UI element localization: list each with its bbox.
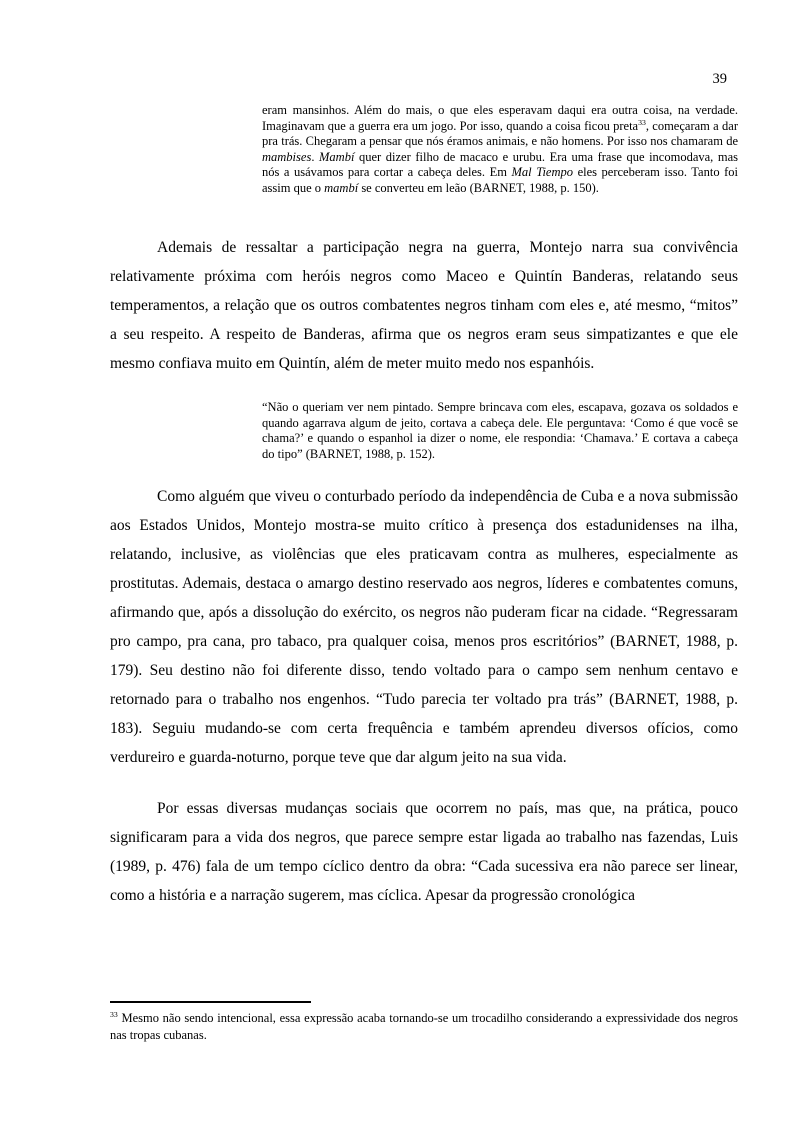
footnote-text: Mesmo não sendo intencional, essa expressão acaba tornando-se um trocadilho considerando a expressividade dos negros nas tropas cubanas. (110, 1011, 738, 1042)
footnote-marker: 33 (110, 1009, 118, 1019)
quote-1-text: se converteu em leão (BARNET, 1988, p. 150). (358, 180, 599, 195)
footnote-area (110, 1001, 738, 1043)
quote-1-italic-mambi: Mambí (319, 149, 355, 164)
footnote-separator (110, 1001, 311, 1003)
quote-1-text: eram mansinhos. Além do mais, o que eles esperavam daqui era outra coisa, na verdade. Imaginavam que a guerra era um jogo. Por isso, quando a coisa ficou preta (262, 103, 738, 133)
block-quote-2: “Não o queriam ver nem pintado. Sempre brincava com eles, escapava, gozava os soldados e quando agarrava algum de jeito, cortava a cabeça dele. Ele perguntava: ‘Como é que você se chama?’ e quando o espanhol ia dizer o nome, ele respondia: ‘Chamava.’ E cortava a cabeça do tipo” (BARNET, 1988, p. 152). (262, 400, 738, 461)
quote-1-italic-mambi: mambí (324, 180, 359, 195)
quote-1-text: , começaram a dar pra trás. Chegaram a pensar que nós éramos animais, e não homens. Por isso nos chamaram de (262, 118, 738, 149)
block-quote-1 (262, 103, 738, 197)
quote-1-italic-mambises: mambises (262, 149, 312, 164)
paragraph-por-essas: Por essas diversas mudanças sociais que ocorrem no país, mas que, na prática, pouco significaram para a vida dos negros, que parece sempre estar ligada ao trabalho nas fazendas, Luis (1989, p. 476) fala de um tempo cíclico dentro da obra: “Cada sucessiva era não parece ser linear, como a história e a narração sugerem, mas cíclica. Apesar da progressão cronológica (110, 800, 738, 904)
quote-1-text: quer dizer filho de macaco e urubu. Era uma frase que incomodava, mas nós a usávamos para cortar a cabeça deles. Em (262, 149, 739, 180)
quote-1-text: . (311, 149, 320, 164)
page-number: 39 (712, 71, 727, 87)
quote-1-italic-mal-tiempo: Mal Tiempo (511, 165, 574, 180)
quote-1-text: eles perceberam isso. Tanto foi assim que o (262, 165, 738, 195)
paragraph-ademais: Ademais de ressaltar a participação negra na guerra, Montejo narra sua convivência relativamente próxima com heróis negros como Maceo e Quintín Banderas, relatando seus temperamentos, a relação que os outros combatentes negros tinham com eles e, até mesmo, “mitos” a seu respeito. A respeito de Banderas, afirma que os negros eram seus simpatizantes e que ele mesmo confiava muito em Quintín, além de meter muito medo nos espanhóis. (110, 239, 738, 372)
footnote-ref-33: 33 (638, 117, 646, 127)
footnote-33 (110, 1010, 738, 1043)
paragraph-como-alguem: Como alguém que viveu o conturbado período da independência de Cuba e a nova submissão aos Estados Unidos, Montejo mostra-se muito crítico à presença dos estadunidenses na ilha, relatando, inclusive, as violências que eles praticavam contra as mulheres, especialmente as prostitutas. Ademais, destaca o amargo destino reservado aos negros, líderes e combatentes comuns, afirmando que, após a dissolução do exército, os negros não puderam ficar na cidade. “Regressaram pro campo, pra cana, pro tabaco, pra qualquer coisa, menos pros escritórios” (BARNET, 1988, p. 179). Seu destino não foi diferente disso, tendo voltado para o campo sem nenhum centavo e retornado para o trabalho nos engenhos. “Tudo parecia ter voltado pra trás” (BARNET, 1988, p. 183). Seguiu mudando-se com certa frequência e também aprendeu diversos ofícios, como verdureiro e guarda-noturno, porque teve que dar algum jeito na sua vida. (110, 488, 738, 766)
